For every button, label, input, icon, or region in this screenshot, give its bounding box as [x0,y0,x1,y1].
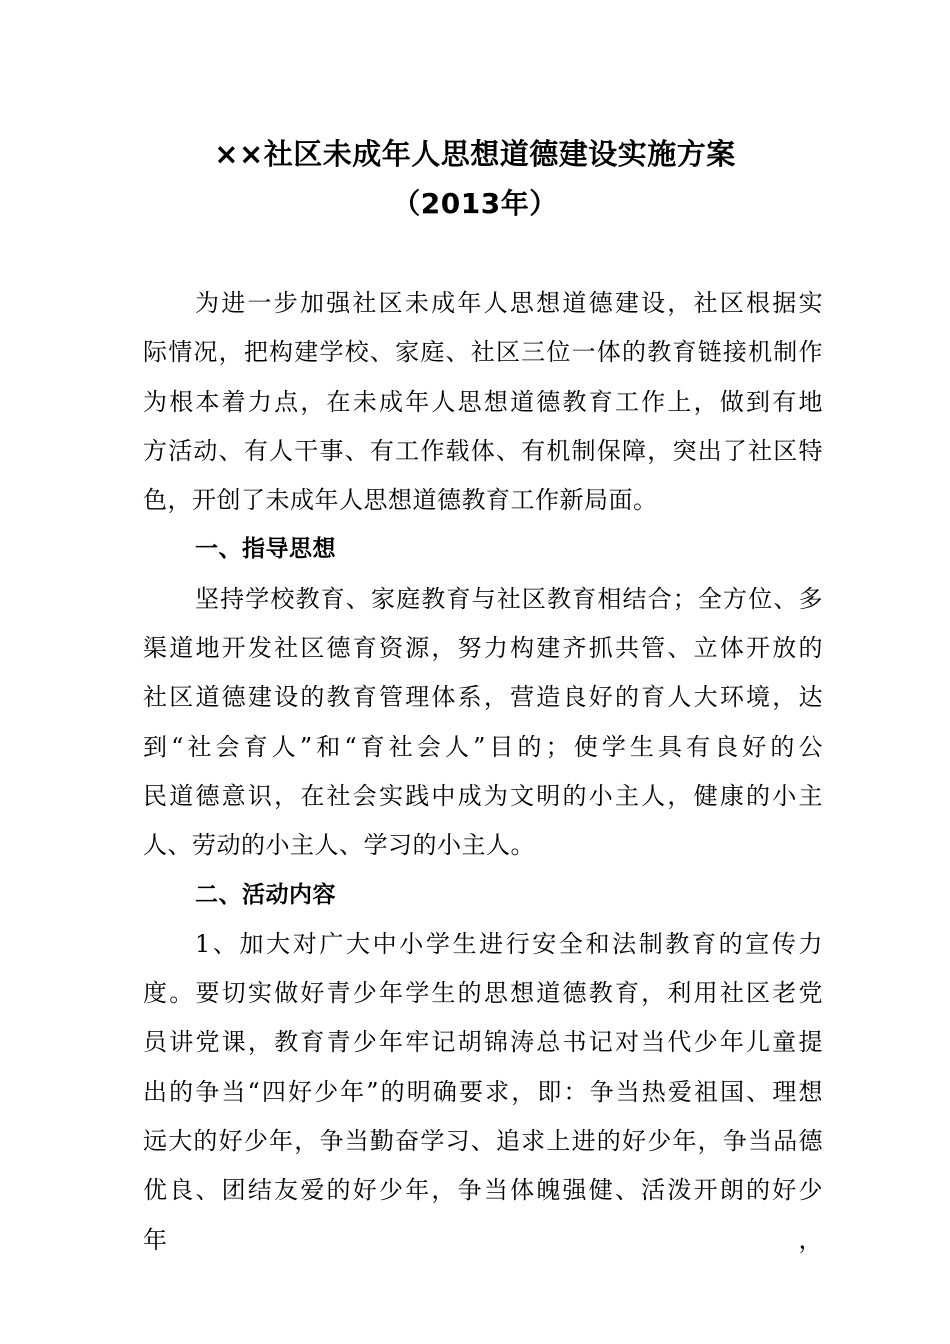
paragraph-line: 远大的好少年，争当勤奋学习、追求上进的好少年，争当品德 [143,1127,823,1156]
paragraph-line: 坚持学校教育、家庭教育与社区教育相结合；全方位、多 [195,584,823,613]
paragraph-line: 渠道地开发社区德育资源，努力构建齐抓共管、立体开放的 [143,634,823,663]
paragraph-line: 1、加大对广大中小学生进行安全和法制教育的宣传力 [195,929,823,958]
paragraph-line: 方活动、有人干事、有工作载体、有机制保障，突出了社区特 [143,436,823,465]
section-heading-activity-content: 二、活动内容 [195,881,336,908]
paragraph-line: 色，开创了未成年人思想道德教育工作新局面。 [143,486,658,515]
paragraph-line: 民道德意识，在社会实践中成为文明的小主人，健康的小主 [143,781,823,810]
document-title: ××社区未成年人思想道德建设实施方案 [214,137,736,171]
document-body [143,279,823,1254]
paragraph-line: 人、劳动的小主人、学习的小主人。 [143,831,535,860]
paragraph-line: 员讲党课，教育青少年牢记胡锦涛总书记对当代少年儿童提 [143,1028,823,1057]
document-year: （2013年） [392,187,558,220]
section-heading-guiding-thought: 一、指导思想 [195,536,336,563]
paragraph-line: 优良、团结友爱的好少年，争当体魄强健、活泼开朗的好少年， [143,1176,823,1254]
paragraph-line: 度。要切实做好青少年学生的思想道德教育，利用社区老党 [143,979,823,1008]
paragraph-line: 出的争当“四好少年”的明确要求，即：争当热爱祖国、理想 [143,1077,823,1106]
paragraph-line: 为根本着力点，在未成年人思想道德教育工作上，做到有地 [143,387,823,416]
paragraph-line: 社区道德建设的教育管理体系，营造良好的育人大环境，达 [143,683,823,712]
paragraph-line: 到“社会育人”和“育社会人”目的；使学生具有良好的公 [143,732,823,761]
paragraph-line: 际情况，把构建学校、家庭、社区三位一体的教育链接机制作 [143,338,823,367]
paragraph-line: 为进一步加强社区未成年人思想道德建设，社区根据实 [195,289,823,317]
